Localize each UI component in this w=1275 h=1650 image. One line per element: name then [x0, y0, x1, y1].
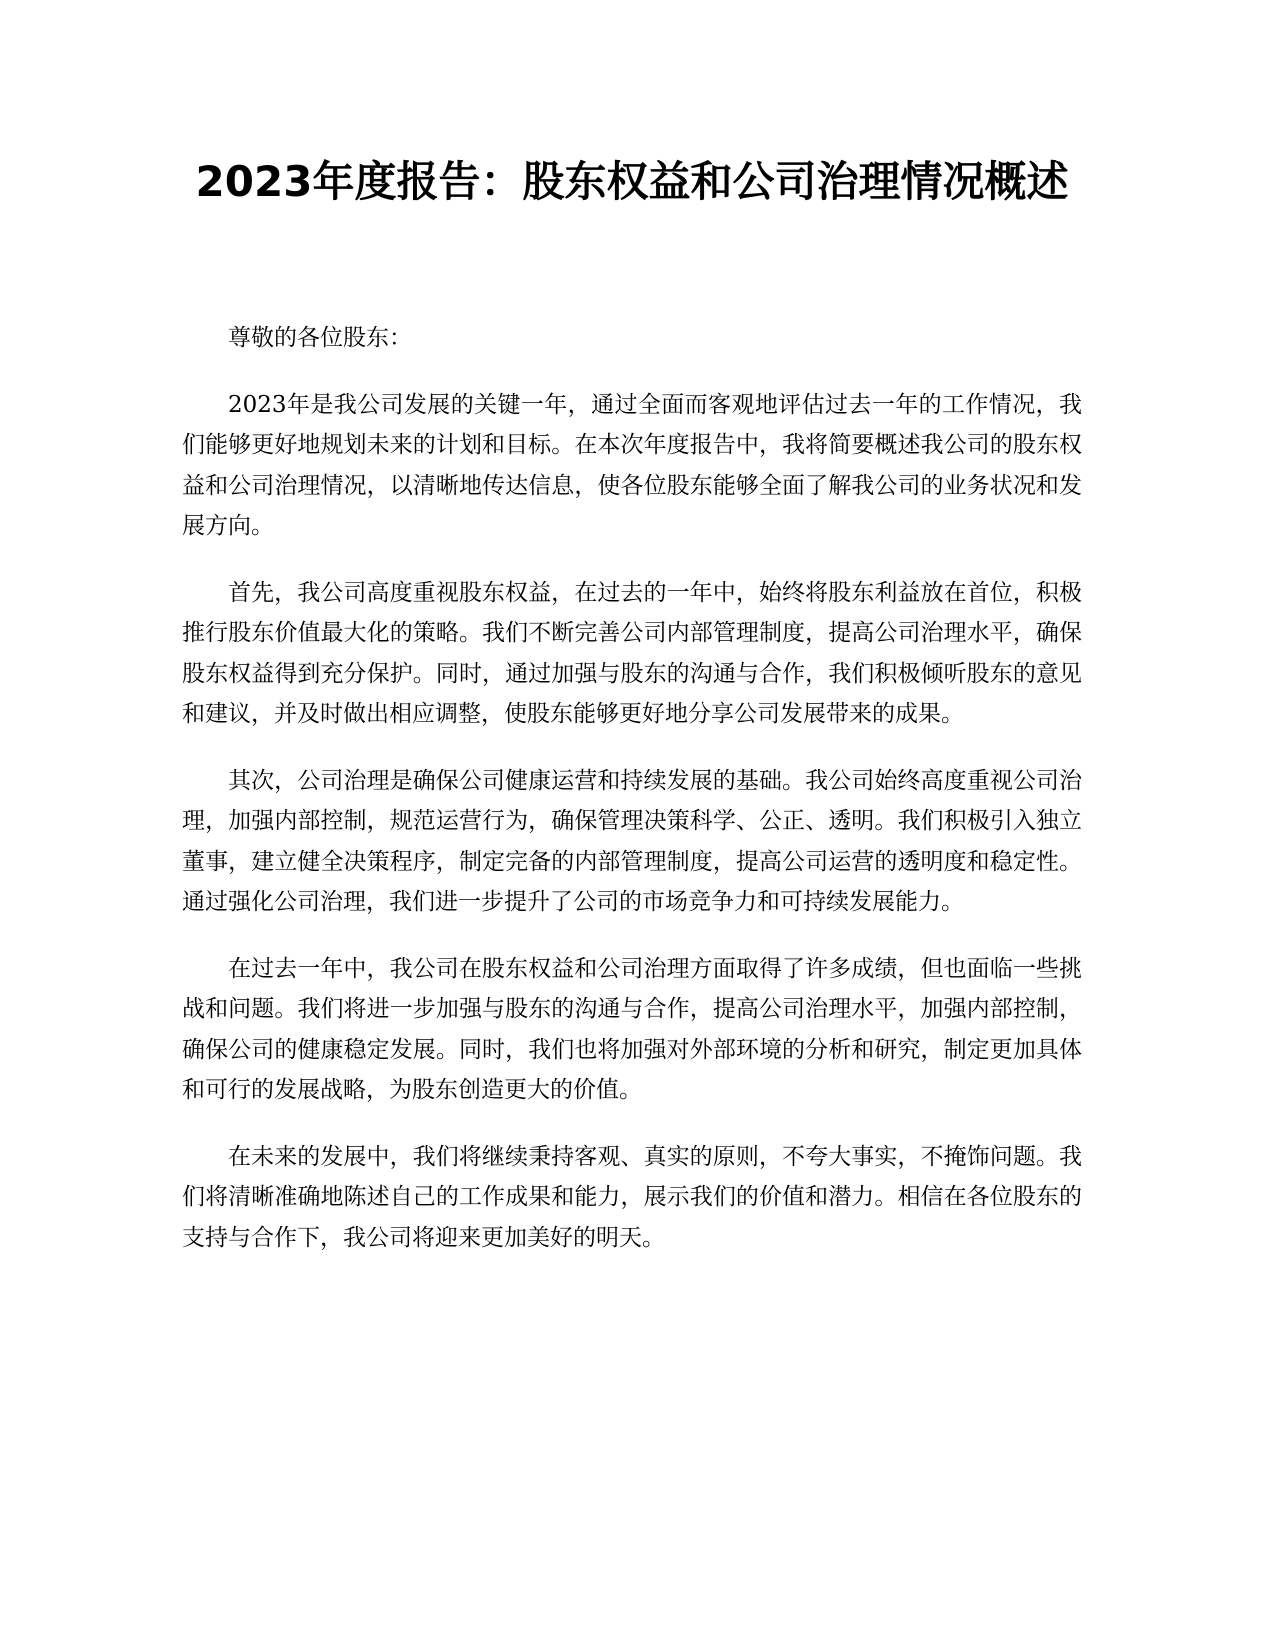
- greeting-paragraph: 尊敬的各位股东：: [228, 325, 412, 351]
- document-body: [182, 318, 1082, 1284]
- document-title: 2023年度报告：股东权益和公司治理情况概述: [195, 157, 1069, 206]
- body-paragraph-2: 首先，我公司高度重视股东权益，在过去的一年中，始终将股东利益放在首位，积极推行股东价值最大化的策略。我们不断完善公司内部管理制度，提高公司治理水平，确保股东权益得到充分保护。同时，通过加强与股东的沟通与合作，我们积极倾听股东的意见和建议，并及时做出相应调整，使股东能够更好地分享公司发展带来的成果。: [182, 579, 1082, 727]
- body-paragraph-3: 其次，公司治理是确保公司健康运营和持续发展的基础。我公司始终高度重视公司治理，加强内部控制，规范运营行为，确保管理决策科学、公正、透明。我们积极引入独立董事，建立健全决策程序，制定完备的内部管理制度，提高公司运营的透明度和稳定性。通过强化公司治理，我们进一步提升了公司的市场竞争力和可持续发展能力。: [182, 767, 1082, 915]
- body-paragraph-4: 在过去一年中，我公司在股东权益和公司治理方面取得了许多成绩，但也面临一些挑战和问题。我们将进一步加强与股东的沟通与合作，提高公司治理水平，加强内部控制，确保公司的健康稳定发展。同时，我们也将加强对外部环境的分析和研究，制定更加具体和可行的发展战略，为股东创造更大的价值。: [182, 955, 1082, 1103]
- body-paragraph-1: 2023年是我公司发展的关键一年，通过全面而客观地评估过去一年的工作情况，我们能够更好地规划未来的计划和目标。在本次年度报告中，我将简要概述我公司的股东权益和公司治理情况，以清晰地传达信息，使各位股东能够全面了解我公司的业务状况和发展方向。: [182, 391, 1082, 539]
- body-paragraph-5: 在未来的发展中，我们将继续秉持客观、真实的原则，不夸大事实，不掩饰问题。我们将清晰准确地陈述自己的工作成果和能力，展示我们的价值和潜力。相信在各位股东的支持与合作下，我公司将迎来更加美好的明天。: [182, 1143, 1082, 1251]
